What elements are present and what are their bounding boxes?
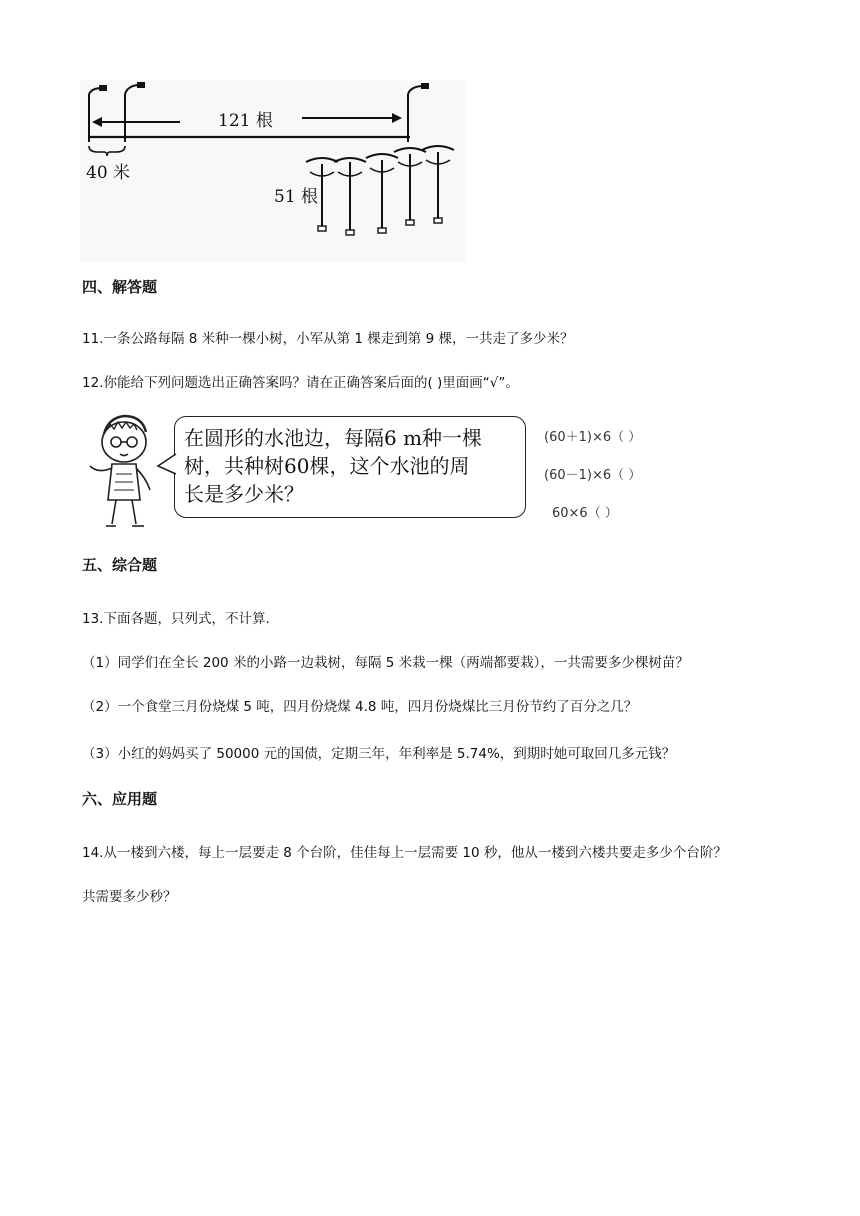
question-13-part-1: （1）同学们在全长 200 米的小路一边栽树，每隔 5 米栽一棵（两端都要栽），一共需要多少棵树苗？ bbox=[82, 655, 689, 671]
arrow-left-head bbox=[92, 117, 102, 127]
question-13-part-2: （2）一个食堂三月份烧煤 5 吨，四月份烧煤 4.8 吨，四月份烧煤比三月份节约了百分之几？ bbox=[82, 699, 638, 715]
answer-option-2: (60－1)×6（ ） bbox=[544, 468, 642, 483]
question-12: 12.你能给下列问题选出正确答案吗？请在正确答案后面的( )里面画“√”。 bbox=[82, 375, 519, 391]
lamp-cluster bbox=[306, 146, 454, 230]
section-4-title: 四、解答题 bbox=[82, 278, 158, 296]
street-lamp-diagram bbox=[80, 80, 466, 262]
boy-illustration bbox=[82, 412, 162, 534]
speech-bubble-figure bbox=[82, 412, 682, 534]
section-6-title: 六、应用题 bbox=[82, 790, 158, 808]
question-14-line-1: 14.从一楼到六楼，每上一层要走 8 个台阶，佳佳每上一层需要 10 秒，他从一楼到六楼共要走多少个台阶？ bbox=[82, 845, 727, 861]
answer-option-1: (60＋1)×6（ ） bbox=[544, 430, 642, 445]
lamp-cluster-bases bbox=[318, 218, 442, 235]
arrow-right-head bbox=[392, 113, 402, 123]
answer-option-3: 60×6（ ） bbox=[552, 506, 618, 521]
question-13: 13.下面各题，只列式，不计算. bbox=[82, 611, 270, 627]
label-count-top: 121 根 bbox=[218, 111, 273, 131]
bubble-tail bbox=[156, 452, 178, 478]
lamp-right bbox=[408, 84, 428, 142]
question-11: 11.一条公路每隔 8 米种一棵小树，小军从第 1 棵走到第 9 棵，一共走了多少米？ bbox=[82, 331, 574, 347]
bubble-text bbox=[184, 424, 524, 508]
lamp-left-2 bbox=[125, 83, 144, 142]
lamp-left-1 bbox=[89, 86, 106, 142]
section-5-title: 五、综合题 bbox=[82, 556, 158, 574]
spacing-brace bbox=[89, 146, 125, 156]
bubble-line-1: 在圆形的水池边，每隔6 m种一棵 bbox=[184, 426, 483, 450]
bubble-line-3: 长是多少米？ bbox=[184, 482, 304, 506]
bubble-line-2: 树，共种树60棵，这个水池的周 bbox=[184, 454, 470, 478]
question-13-part-3: （3）小红的妈妈买了 50000 元的国债，定期三年，年利率是 5.74%，到期时她可取回几多元钱？ bbox=[82, 746, 676, 762]
label-count-bottom: 51 根 bbox=[274, 187, 319, 207]
label-spacing: 40 米 bbox=[86, 163, 131, 183]
question-14-line-2: 共需要多少秒？ bbox=[82, 889, 177, 905]
street-lamp-figure bbox=[80, 80, 466, 262]
